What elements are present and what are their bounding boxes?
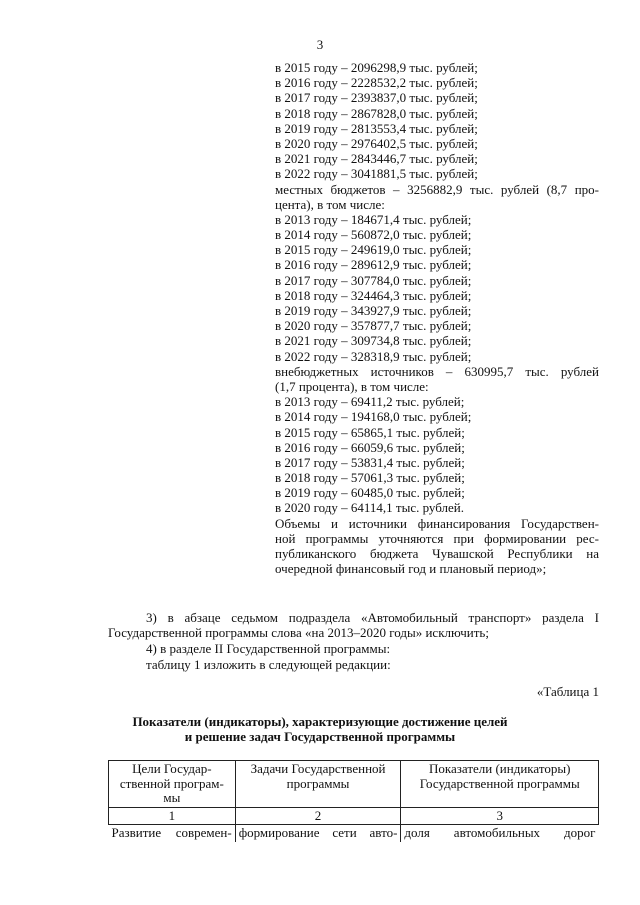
paragraph-3-line-2: Государственной программы слова «на 2013–2020 годы» исключить; — [108, 625, 489, 641]
year-line: в 2017 году – 307784,0 тыс. рублей; — [275, 272, 472, 288]
year-line: в 2016 году – 2228532,2 тыс. рублей; — [275, 75, 478, 91]
note-line: публиканского бюджета Чувашской Республики на — [275, 546, 599, 561]
paragraph-4-text: 4) в разделе II Государственной программы: — [146, 641, 391, 656]
table-label: «Таблица 1 — [536, 684, 599, 699]
year-line: в 2017 году – 53831,4 тыс. рублей; — [275, 454, 465, 470]
year-line: в 2019 году – 2813553,4 тыс. рублей; — [275, 120, 478, 136]
year-line: в 2014 году – 194168,0 тыс. рублей; — [275, 409, 472, 425]
indicators-table — [108, 760, 599, 842]
year-line: в 2013 году – 69411,2 тыс. рублей; — [275, 394, 465, 410]
year-line: в 2022 году – 3041881,5 тыс. рублей; — [275, 166, 478, 182]
year-line: в 2021 году – 309734,8 тыс. рублей; — [275, 333, 472, 349]
table-title-line-2: и решение задач Государственной программы — [184, 729, 456, 745]
table-cell: Развитие современ- — [109, 825, 236, 842]
paragraph-4 — [108, 641, 599, 656]
republican-budget-years — [275, 60, 599, 182]
year-line: в 2015 году – 2096298,9 тыс. рублей; — [275, 60, 478, 75]
financing-block — [275, 60, 599, 576]
local-budgets-section — [275, 182, 599, 364]
table-title — [0, 714, 640, 744]
header-goals: Цели Государ- ственной програм- мы — [109, 761, 236, 808]
year-line: в 2020 году – 2976402,5 тыс. рублей; — [275, 135, 478, 151]
header-tasks: Задачи Государственной программы — [235, 761, 401, 808]
note-line: очередной финансовый год и плановый период»; — [275, 561, 547, 577]
column-number: 1 — [109, 807, 236, 825]
table-row — [109, 825, 599, 842]
year-line: в 2020 году – 64114,1 тыс. рублей. — [275, 500, 465, 516]
table-header-row — [109, 761, 599, 808]
column-number: 3 — [401, 807, 599, 825]
extra-budgetary-heading: внебюджетных источников – 630995,7 тыс. рублей — [275, 363, 599, 379]
year-line: в 2021 году – 2843446,7 тыс. рублей; — [275, 151, 478, 167]
year-line: в 2018 году – 2867828,0 тыс. рублей; — [275, 105, 478, 121]
table-number-row — [109, 807, 599, 825]
year-line: в 2019 году – 60485,0 тыс. рублей; — [275, 485, 465, 501]
year-line: в 2018 году – 57061,3 тыс. рублей; — [275, 470, 465, 486]
year-line: в 2016 году – 66059,6 тыс. рублей; — [275, 439, 465, 455]
year-line: в 2015 году – 249619,0 тыс. рублей; — [275, 242, 472, 258]
year-line: в 2017 году – 2393837,0 тыс. рублей; — [275, 90, 478, 106]
paragraph-5-text: таблицу 1 изложить в следующей редакции: — [146, 657, 391, 672]
year-line: в 2013 году – 184671,4 тыс. рублей; — [275, 211, 472, 227]
local-budgets-heading-cont: цента), в том числе: — [275, 196, 385, 212]
table-cell: доля автомобильных дорог — [401, 825, 599, 842]
page-number: 3 — [316, 37, 324, 52]
year-line: в 2015 году – 65865,1 тыс. рублей; — [275, 424, 465, 440]
local-budgets-heading: местных бюджетов – 3256882,9 тыс. рублей (8,7 про- — [275, 181, 599, 197]
note-line: Объемы и источники финансирования Государствен- — [275, 515, 599, 531]
paragraph-5 — [108, 657, 599, 672]
extra-budgetary-heading-cont: (1,7 процента), в том числе: — [275, 378, 429, 394]
financing-note — [275, 516, 599, 577]
paragraph-3-line-1: 3) в абзаце седьмом подраздела «Автомобильный транспорт» раздела I — [146, 610, 599, 625]
table-cell: формирование сети авто- — [235, 825, 401, 842]
year-line: в 2019 году – 343927,9 тыс. рублей; — [275, 303, 472, 318]
extra-budgetary-section — [275, 364, 599, 516]
header-indicators: Показатели (индикаторы) Государственной программы — [401, 761, 599, 808]
table-title-line-1: Показатели (индикаторы), характеризующие достижение целей — [132, 714, 508, 729]
year-line: в 2014 году – 560872,0 тыс. рублей; — [275, 227, 472, 243]
year-line: в 2016 году – 289612,9 тыс. рублей; — [275, 257, 472, 273]
paragraph-3 — [108, 610, 599, 640]
year-line: в 2020 году – 357877,7 тыс. рублей; — [275, 318, 472, 334]
year-line: в 2022 году – 328318,9 тыс. рублей; — [275, 348, 472, 364]
column-number: 2 — [235, 807, 401, 825]
note-line: ной программы уточняются при формировании рес- — [275, 530, 599, 546]
year-line: в 2018 году – 324464,3 тыс. рублей; — [275, 287, 472, 303]
